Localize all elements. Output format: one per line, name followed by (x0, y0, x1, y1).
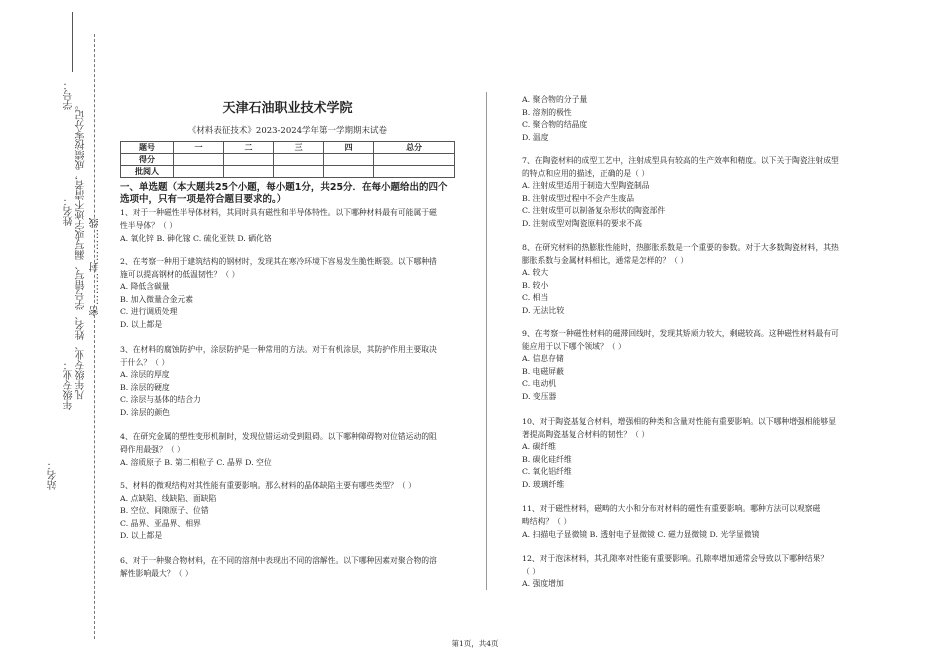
question-stem: 碍作用最强？（ ） (120, 444, 185, 454)
question-3 (120, 344, 465, 420)
binding-solid-line (72, 12, 73, 72)
option-a: A. 降低含碳量 (120, 282, 170, 292)
question-11 (522, 503, 877, 542)
question-4 (120, 431, 465, 470)
binding-dashed-line (94, 34, 95, 639)
question-stem: 9、在考察一种磁性材料的磁滞回线时，发现其矫顽力较大，剩磁较高。这种磁性材料最有可 (522, 329, 839, 338)
question-stem: 5、材料的微观结构对其性能有重要影响。那么材料的晶体缺陷主要有哪些类型？（ ） (120, 481, 416, 490)
option-b: B. 加入微量合金元素 (120, 294, 194, 304)
score-cell (174, 154, 224, 166)
option-b: B. 较小 (522, 280, 549, 290)
question-12 (522, 553, 877, 591)
option-d: D. 玻璃纤维 (522, 479, 565, 489)
question-stem: 施可以提高钢材的低温韧性？（ ） (120, 269, 240, 279)
option-d: D. 温度 (522, 132, 549, 142)
grader-row-label: 批阅人 (121, 166, 174, 178)
question-stem: 3、在材料的腐蚀防护中，涂层防护是一种常用的方法。对于有机涂层，其防护作用主要取决 (120, 345, 437, 354)
score-table-header: 总分 (374, 142, 455, 154)
question-stem: 8、在研究材料的热膨胀性能时，热膨胀系数是一个重要的参数。对于大多数陶瓷材料，其热 (522, 243, 839, 252)
question-stem: 解性影响最大？（ ） (120, 568, 193, 578)
option-c: C. 氧化铝纤维 (522, 467, 572, 477)
question-stem: 能应用于以下哪个领域？（ ） (522, 341, 626, 351)
warning-text: 凡年级专业、姓名、学号错写、漏写或字迹不清者，成绩按零分记。 (76, 100, 87, 400)
score-table (120, 141, 455, 178)
option-a: A. 信息存储 (522, 354, 564, 364)
option-c: C. 聚合物的结晶度 (522, 120, 588, 130)
option-b: B. 涂层的硬度 (120, 382, 170, 392)
question-stem: 4、在研究金属的塑性变形机制时，发现位错运动受到阻碍。以下哪种障碍物对位错运动的阻 (120, 432, 437, 441)
seal-line-text: 密………封………线 (90, 217, 101, 316)
section-heading (120, 182, 460, 206)
question-stem: 的特点和应用的描述，正确的是（ ） (522, 168, 650, 178)
question-stem: 11、对于磁性材料，磁畴的大小和分布对材料的磁性有重要影响。哪种方法可以观察磁 (522, 504, 821, 513)
grader-cell (174, 166, 224, 178)
option-a: A. 碳纤维 (522, 442, 556, 452)
score-row (121, 154, 455, 166)
option-b: B. 碳化硅纤维 (522, 454, 572, 464)
option-line: A. 溶质原子 B. 第二相粒子 C. 晶界 D. 空位 (120, 458, 272, 468)
option-c: C. 电动机 (522, 379, 557, 389)
question-9 (522, 328, 877, 404)
option-c: C. 进行调质处理 (120, 307, 178, 317)
option-c: C. 相当 (522, 293, 549, 303)
option-b: B. 电磁屏蔽 (522, 366, 564, 376)
grader-cell (324, 166, 374, 178)
score-cell (374, 154, 455, 166)
option-a: A. 聚合物的分子量 (522, 95, 588, 104)
school-title: 天津石油职业技术学院 (222, 101, 353, 116)
option-line: A. 氧化锌 B. 砷化镓 C. 硫化亚铁 D. 硒化铬 (120, 234, 272, 244)
option-d: D. 变压器 (522, 391, 557, 401)
grader-row (121, 166, 455, 178)
question-8 (522, 242, 877, 318)
page-footer: 第1页，共4页 (451, 639, 499, 648)
question-6 (120, 555, 465, 580)
score-table-header: 三 (274, 142, 324, 154)
question-6-options (522, 94, 877, 144)
question-5 (120, 480, 465, 543)
score-table-header: 二 (224, 142, 274, 154)
score-table-header-row (121, 142, 455, 154)
score-cell (324, 154, 374, 166)
option-a: A. 注射成型适用于制造大型陶瓷制品 (522, 181, 650, 191)
question-stem: 性半导体？（ ） (120, 220, 178, 230)
major-label: 年级专业： (64, 360, 75, 410)
question-stem: 7、在陶瓷材料的成型工艺中，注射成型具有较高的生产效率和精度。以下关于陶瓷注射成型 (522, 156, 839, 165)
score-cell (274, 154, 324, 166)
question-stem: 膨胀系数与金属材料相比，通常是怎样的？（ ） (522, 255, 689, 265)
option-a: A. 涂层的厚度 (120, 370, 170, 380)
option-a: A. 点缺陷、线缺陷、面缺陷 (120, 493, 217, 503)
score-table-header: 题号 (121, 142, 174, 154)
question-stem: 畴结构？（ ） (522, 516, 572, 526)
question-stem: 10、对于陶瓷基复合材料，增强相的种类和含量对性能有重要影响。以下哪种增强相能够显 (522, 417, 836, 426)
score-row-label: 得分 (121, 154, 174, 166)
score-cell (224, 154, 274, 166)
score-table-header: 四 (324, 142, 374, 154)
question-stem: 1、对于一种磁性半导体材料，其同时具有磁性和半导体特性。以下哪种材料最有可能属于磁 (120, 208, 437, 217)
question-stem: （ ） (522, 566, 541, 576)
grader-cell (374, 166, 455, 178)
option-d: D. 注射成型对陶瓷原料的要求不高 (522, 218, 643, 228)
question-10 (522, 416, 877, 492)
option-a: A. 较大 (522, 268, 549, 278)
question-7 (522, 155, 877, 231)
option-b: B. 溶剂的极性 (522, 107, 572, 117)
question-stem: 6、对于一种聚合物材料，在不同的溶剂中表现出不同的溶解性。以下哪种因素对聚合物的溶 (120, 556, 437, 565)
option-b: B. 注射成型过程中不会产生废品 (522, 193, 635, 203)
question-2 (120, 256, 465, 332)
option-line: A. 扫描电子显微镜 B. 透射电子显微镜 C. 磁力显微镜 D. 光学显微镜 (522, 530, 760, 540)
school-label: 站名： (48, 460, 59, 490)
question-stem: 12、对于泡沫材料，其孔隙率对性能有重要影响。孔隙率增加通常会导致以下哪种结果？ (522, 554, 829, 563)
score-table-header: 一 (174, 142, 224, 154)
option-a: A. 强度增加 (522, 579, 564, 589)
section-heading-line: 选项中，只有一项是符合题目要求的。） (120, 194, 287, 205)
option-b: B. 空位、间隙原子、位错 (120, 506, 209, 516)
student-id-label: 学号： (64, 80, 75, 110)
option-d: D. 涂层的颜色 (120, 407, 170, 417)
question-stem: 于什么？（ ） (120, 357, 170, 367)
question-1 (120, 207, 465, 246)
grader-cell (224, 166, 274, 178)
option-c: C. 涂层与基体的结合力 (120, 395, 201, 405)
exam-subtitle: 《材料表征技术》2023-2024学年第一学期期末试卷 (187, 126, 388, 136)
question-stem: 著提高陶瓷基复合材料的韧性？（ ） (522, 429, 650, 439)
grader-cell (274, 166, 324, 178)
option-d: D. 无法比较 (522, 305, 565, 315)
option-c: C. 晶界、亚晶界、相界 (120, 518, 201, 528)
option-d: D. 以上都是 (120, 319, 163, 329)
option-c: C. 注射成型可以制备复杂形状的陶瓷部件 (522, 206, 666, 216)
column-divider (486, 92, 487, 590)
section-heading-line: 一、单选题（本大题共25个小题，每小题1分，共25分．在每小题给出的四个 (120, 182, 448, 193)
name-label: 姓名： (64, 196, 75, 226)
option-d: D. 以上都是 (120, 531, 163, 541)
question-stem: 2、在考察一种用于建筑结构的钢材时，发现其在寒冷环境下容易发生脆性断裂。以下哪种措 (120, 257, 437, 266)
